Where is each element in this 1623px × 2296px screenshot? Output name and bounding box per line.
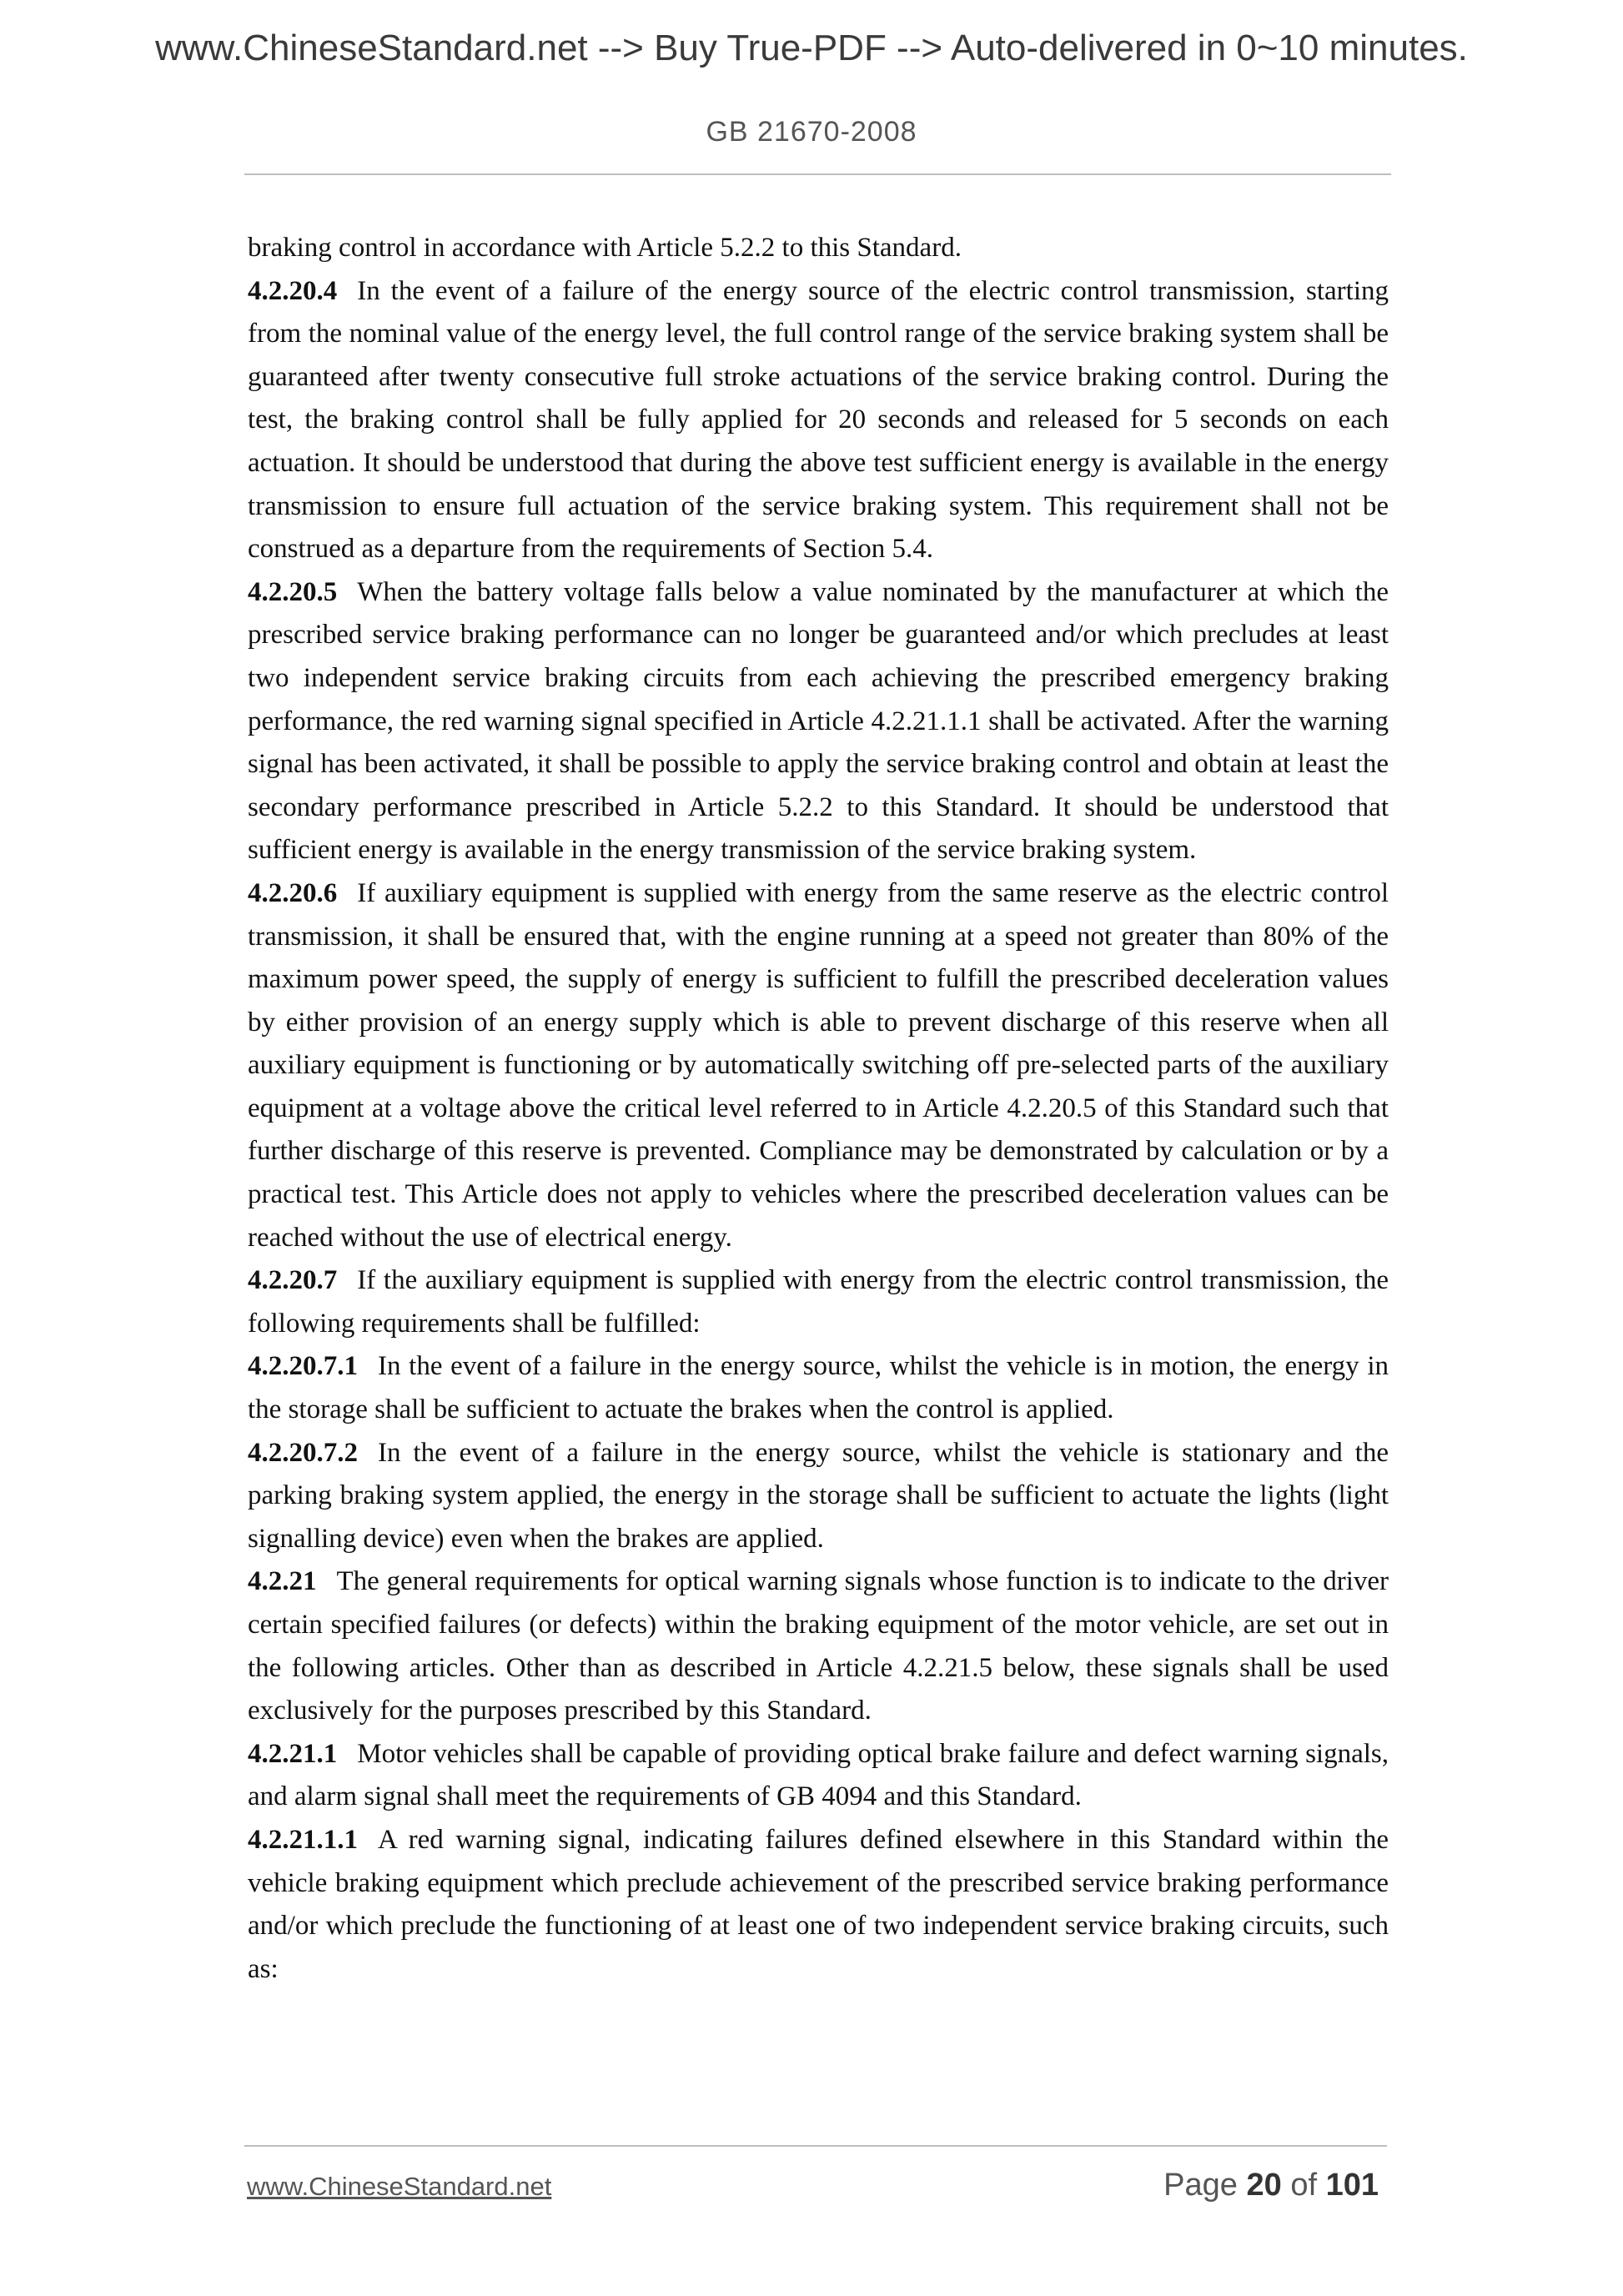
clause-4-2-20-7-1 (248, 1345, 1389, 1431)
clause-number: 4.2.20.7 (248, 1265, 338, 1296)
clause-text: If the auxiliary equipment is supplied with energy from the electric control transmission, the following requirements shall be fulfilled: (248, 1265, 1389, 1339)
clause-number: 4.2.20.7.2 (248, 1437, 358, 1468)
clause-text: If auxiliary equipment is supplied with energy from the same reserve as the electric control transmission, it shall be ensured that, with the engine running at a speed not greater than 80% of the maximum power speed, the supply of energy is sufficient to fulfill the prescribed deceleration values by either provision of an energy supply which is able to prevent discharge of this reserve when all auxiliary equipment is functioning or by automatically switching off pre-selected parts of the auxiliary equipment at a voltage above the critical level referred to in Article 4.2.20.5 of this Standard such that further discharge of this reserve is prevented. Compliance may be demonstrated by calculation or by a practical test. This Article does not apply to vehicles where the prescribed deceleration values can be reached without the use of electrical energy. (248, 877, 1389, 1253)
clause-number: 4.2.21.1.1 (248, 1824, 358, 1855)
clause-number: 4.2.20.5 (248, 576, 338, 607)
clause-text: The general requirements for optical warning signals whose function is to indicate to the driver certain specified failures (or defects) within the braking equipment of the motor vehicle, are set out in the following articles. Other than as described in Article 4.2.21.5 below, these signals shall be used exclusively for the purposes prescribed by this Standard. (248, 1566, 1389, 1726)
page-header (0, 0, 1623, 175)
clause-4-2-20-4 (248, 270, 1389, 571)
clause-number: 4.2.20.4 (248, 275, 338, 306)
paragraph-text: braking control in accordance with Article 5.2.2 to this Standard. (248, 233, 962, 263)
clause-4-2-20-6 (248, 872, 1389, 1259)
total-page-count: 101 (1325, 2168, 1379, 2203)
clause-4-2-21-1 (248, 1733, 1389, 1819)
document-body (248, 227, 1389, 1991)
clause-number: 4.2.21 (248, 1566, 317, 1597)
clause-4-2-20-5 (248, 571, 1389, 872)
clause-4-2-21-1-1 (248, 1819, 1389, 1991)
clause-4-2-20-7-2 (248, 1432, 1389, 1561)
clause-text: A red warning signal, indicating failures defined elsewhere in this Standard within the vehicle braking equipment which preclude achievement of the prescribed service braking performance and/or which preclude the functioning of at least one of two independent service braking circuits, such as: (248, 1824, 1389, 1984)
clause-text: Motor vehicles shall be capable of providing optical brake failure and defect warning signals, and alarm signal shall meet the requirements of GB 4094 and this Standard. (248, 1738, 1389, 1812)
clause-text: In the event of a failure of the energy source of the electric control transmission, starting from the nominal value of the energy level, the full control range of the service braking system shall be guaranteed after twenty consecutive full stroke actuations of the service braking control. During the test, the braking control shall be fully applied for 20 seconds and released for 5 seconds on each actuation. It should be understood that during the above test sufficient energy is available in the energy transmission to ensure full actuation of the service braking system. This requirement shall not be construed as a departure from the requirements of Section 5.4. (248, 275, 1389, 565)
page-label: Page (1163, 2168, 1238, 2203)
footer-divider (244, 2145, 1387, 2147)
header-divider (244, 173, 1391, 175)
clause-4-2-21 (248, 1560, 1389, 1732)
clause-text: When the battery voltage falls below a value nominated by the manufacturer at which the prescribed service braking performance can no longer be guaranteed and/or which precludes at least two independent service braking circuits from each achieving the prescribed emergency braking performance, the red warning signal specified in Article 4.2.21.1.1 shall be activated. After the warning signal has been activated, it shall be possible to apply the service braking control and obtain at least the secondary performance prescribed in Article 5.2.2 to this Standard. It should be understood that sufficient energy is available in the energy transmission of the service braking system. (248, 576, 1389, 866)
clause-text: In the event of a failure in the energy source, whilst the vehicle is stationary and the parking braking system applied, the energy in the storage shall be sufficient to actuate the lights (light signalling device) even when the brakes are applied. (248, 1437, 1389, 1554)
clause-number: 4.2.21.1 (248, 1738, 338, 1769)
clause-4-2-20-7 (248, 1259, 1389, 1345)
page-of-label: of (1290, 2168, 1318, 2203)
page-indicator (1163, 2167, 1379, 2203)
footer-website-link[interactable]: www.ChineseStandard.net (247, 2172, 552, 2201)
clause-number: 4.2.20.7.1 (248, 1351, 358, 1382)
standard-number: GB 21670-2008 (706, 116, 917, 148)
clause-text: In the event of a failure in the energy source, whilst the vehicle is in motion, the energy in the storage shall be sufficient to actuate the brakes when the control is applied. (248, 1351, 1389, 1425)
clause-number: 4.2.20.6 (248, 877, 338, 908)
header-banner: www.ChineseStandard.net --> Buy True-PDF --> Auto-delivered in 0~10 minutes. (155, 28, 1468, 68)
current-page-number: 20 (1246, 2168, 1282, 2203)
paragraph-continuation (248, 227, 1389, 270)
